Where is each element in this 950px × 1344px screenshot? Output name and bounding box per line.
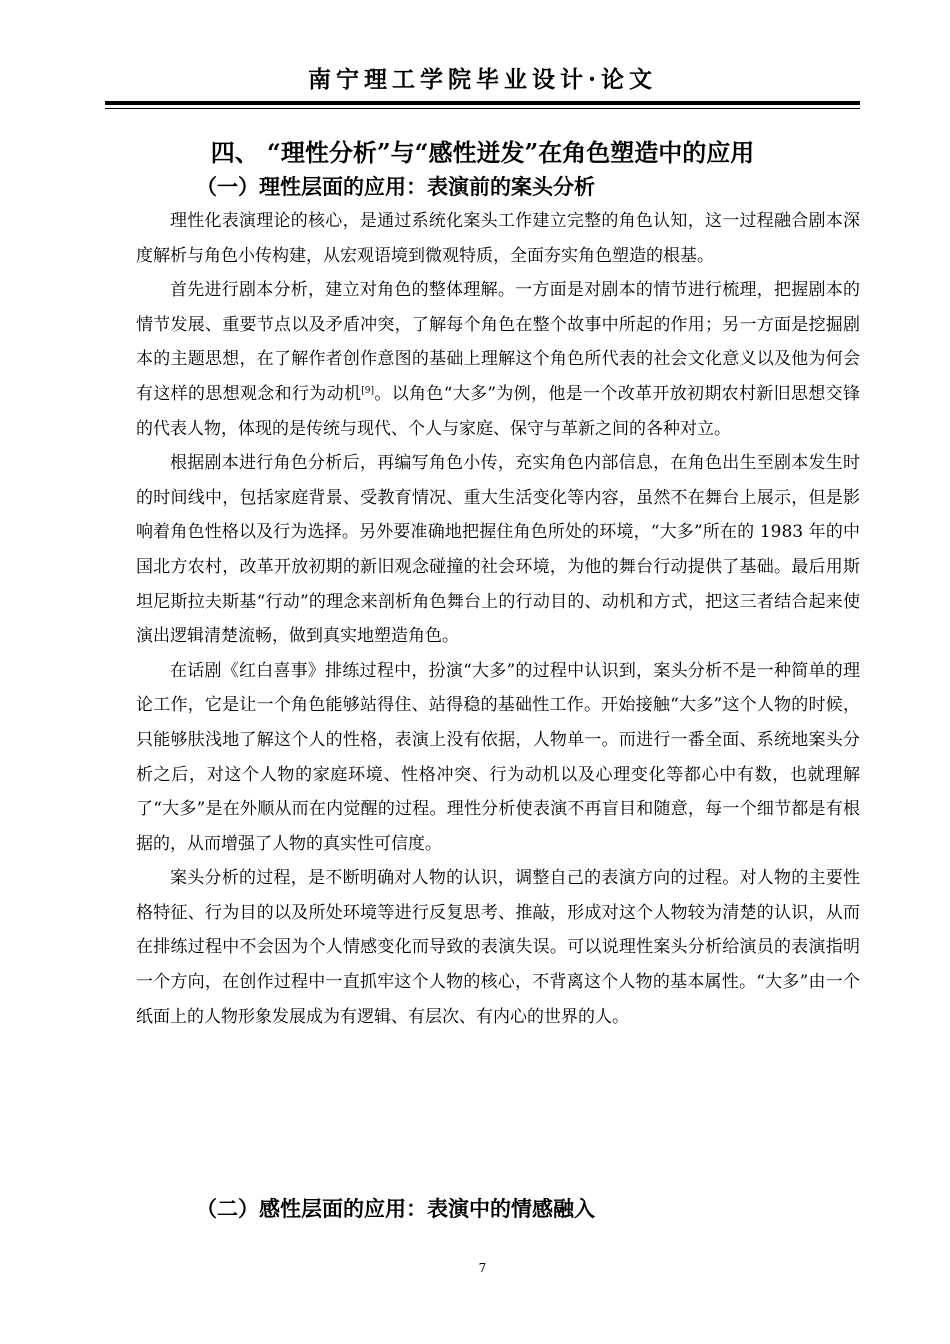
paragraph-2-part-a: 首先进行剧本分析，建立对角色的整体理解。一方面是对剧本的情节进行梳理，把握剧本的情节发展、重要节点以及矛盾冲突，了解每个角色在整个故事中所起的作用；另一方面是挖掘剧本的主题思想，在了解作者创作意图的基础上理解这个角色所代表的社会文化意义以及他为何会有这样的思想观念和行为动机 [136,280,860,404]
paragraph-1: 理性化表演理论的核心，是通过系统化案头工作建立完整的角色认知，这一过程融合剧本深度解析与角色小传构建，从宏观语境到微观特质，全面夯实角色塑造的根基。 [136,211,860,266]
header-rule-thin [105,108,860,109]
citation-9: [9] [361,385,375,396]
paragraph-5: 案头分析的过程，是不断明确对人物的认识，调整自己的表演方向的过程。对人物的主要性格特征、行为目的以及所处环境等进行反复思考、推敲，形成对这个人物较为清楚的认识，从而在排练过程中不会因为个人情感变化而导致的表演失误。可以说理性案头分析给演员的表演指明一个方向，在创作过程中一直抓牢这个人物的核心，不背离这个人物的基本属性。“大多”由一个纸面上的人物形象发展成为有逻辑、有层次、有内心的世界的人。 [136,868,860,1027]
paragraph-3: 根据剧本进行角色分析后，再编写角色小传，充实角色内部信息，在角色出生至剧本发生时的时间线中，包括家庭背景、受教育情况、重大生活变化等内容，虽然不在舞台上展示，但是影响着角色性格以及行为选择。另外要准确地把握住角色所处的环境，“大多”所在的 1983 年的中国北方农村，改革开放初期的新旧观念碰撞的社会环境，为他的舞台行动提供了基础。最后用斯坦尼斯拉夫斯基“行动”的理念来剖析角色舞台上的行动目的、动机和方式，把这三者结合起来使演出逻辑清楚流畅，做到真实地塑造角色。 [136,453,860,647]
paragraph-2 [136,273,860,446]
subsection-heading-rational: （一）理性层面的应用：表演前的案头分析 [196,174,595,199]
section-heading: 四、 “理性分析”与“感性迸发”在角色塑造中的应用 [210,138,755,167]
paragraph-4: 在话剧《红白喜事》排练过程中，扮演“大多”的过程中认识到，案头分析不是一种简单的理论工作，它是让一个角色能够站得住、站得稳的基础性工作。开始接触“大多”这个人物的时候，只能够肤浅地了解这个人的性格，表演上没有依据，人物单一。而进行一番全面、系统地案头分析之后，对这个人物的家庭环境、性格冲突、行为动机以及心理变化等都心中有数，也就理解了“大多”是在外顺从而在内觉醒的过程。理性分析使表演不再盲目和随意，每一个细节都是有根据的，从而增强了人物的真实性可信度。 [136,660,860,854]
body-text [136,204,860,1034]
page-header-title: 南宁理工学院毕业设计·论文 [307,66,657,93]
subsection-heading-emotional: （二）感性层面的应用：表演中的情感融入 [196,1196,595,1221]
paragraph-2-part-b: 。以角色“大多”为例，他是一个改革开放初期农村新旧思想交锋的代表人物，体现的是传统与现代、个人与家庭、保守与革新之间的各种对立。 [136,383,860,439]
page-number: 7 [478,1261,487,1275]
header-rule-thick [105,101,860,105]
